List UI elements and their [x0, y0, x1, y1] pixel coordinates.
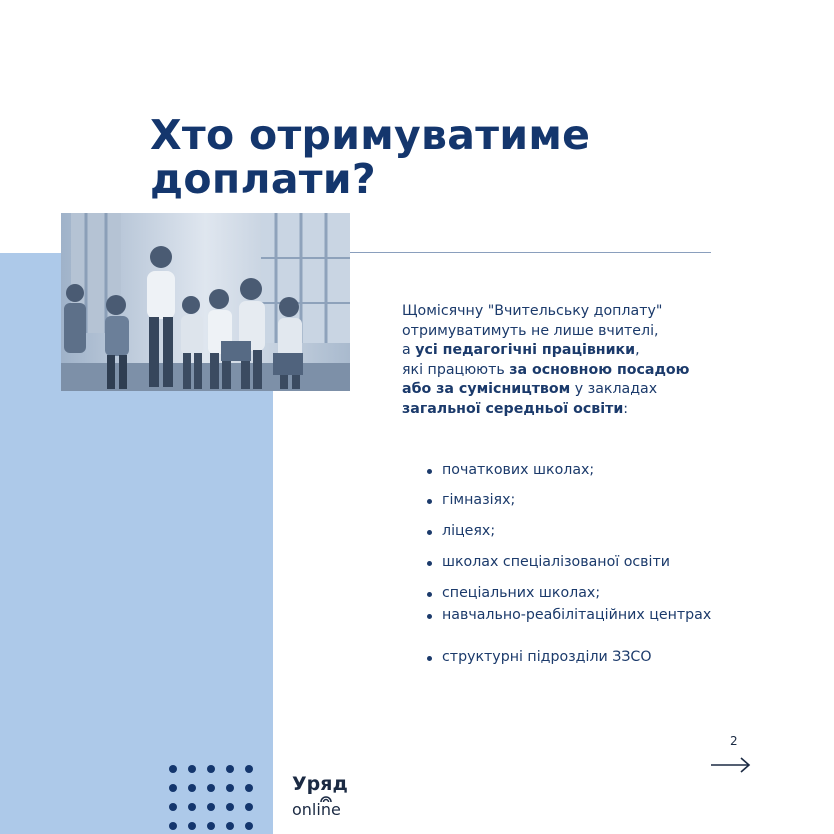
list-item: початкових школах;	[427, 462, 717, 479]
horizontal-divider	[350, 252, 711, 253]
uryad-online-logo	[292, 773, 372, 823]
logo-line-2: online	[292, 800, 341, 819]
list-item: структурні підрозділи ЗЗСО	[427, 649, 717, 666]
list-item: навчально-реабілітаційних центрах	[427, 607, 717, 624]
intro-text-2b: ,	[635, 342, 640, 358]
intro-text-4: :	[623, 400, 629, 417]
intro-text-1: Щомісячну "Вчительську доплату" отримуватимуть не лише вчителі,	[402, 303, 663, 339]
intro-text-2a: а	[402, 342, 416, 358]
list-item: школах спеціалізованої освіти	[427, 554, 717, 571]
intro-bold-3: загальної середньої освіти	[402, 400, 624, 417]
list-item: спеціальних школах;	[427, 585, 717, 602]
page-number: 2	[730, 734, 738, 748]
dot-grid-decoration	[168, 764, 258, 834]
intro-bold-2: за основною посадою або за сумісництвом	[402, 361, 690, 397]
title-line-2: доплати?	[150, 155, 376, 203]
intro-text-3b: у закладах	[570, 381, 658, 397]
intro-paragraph	[402, 302, 722, 419]
list-item: гімназіях;	[427, 492, 717, 509]
intro-bold-1: усі педагогічні працівники	[415, 342, 636, 358]
page-title	[150, 113, 710, 201]
title-line-1: Хто отримуватиме	[150, 111, 591, 159]
intro-text-3a: які працюють	[402, 361, 510, 378]
teacher-with-students-photo	[61, 213, 350, 391]
arrow-right-icon[interactable]	[710, 755, 752, 775]
list-item: ліцеях;	[427, 523, 717, 540]
logo-line-1: Уряд	[292, 773, 348, 795]
